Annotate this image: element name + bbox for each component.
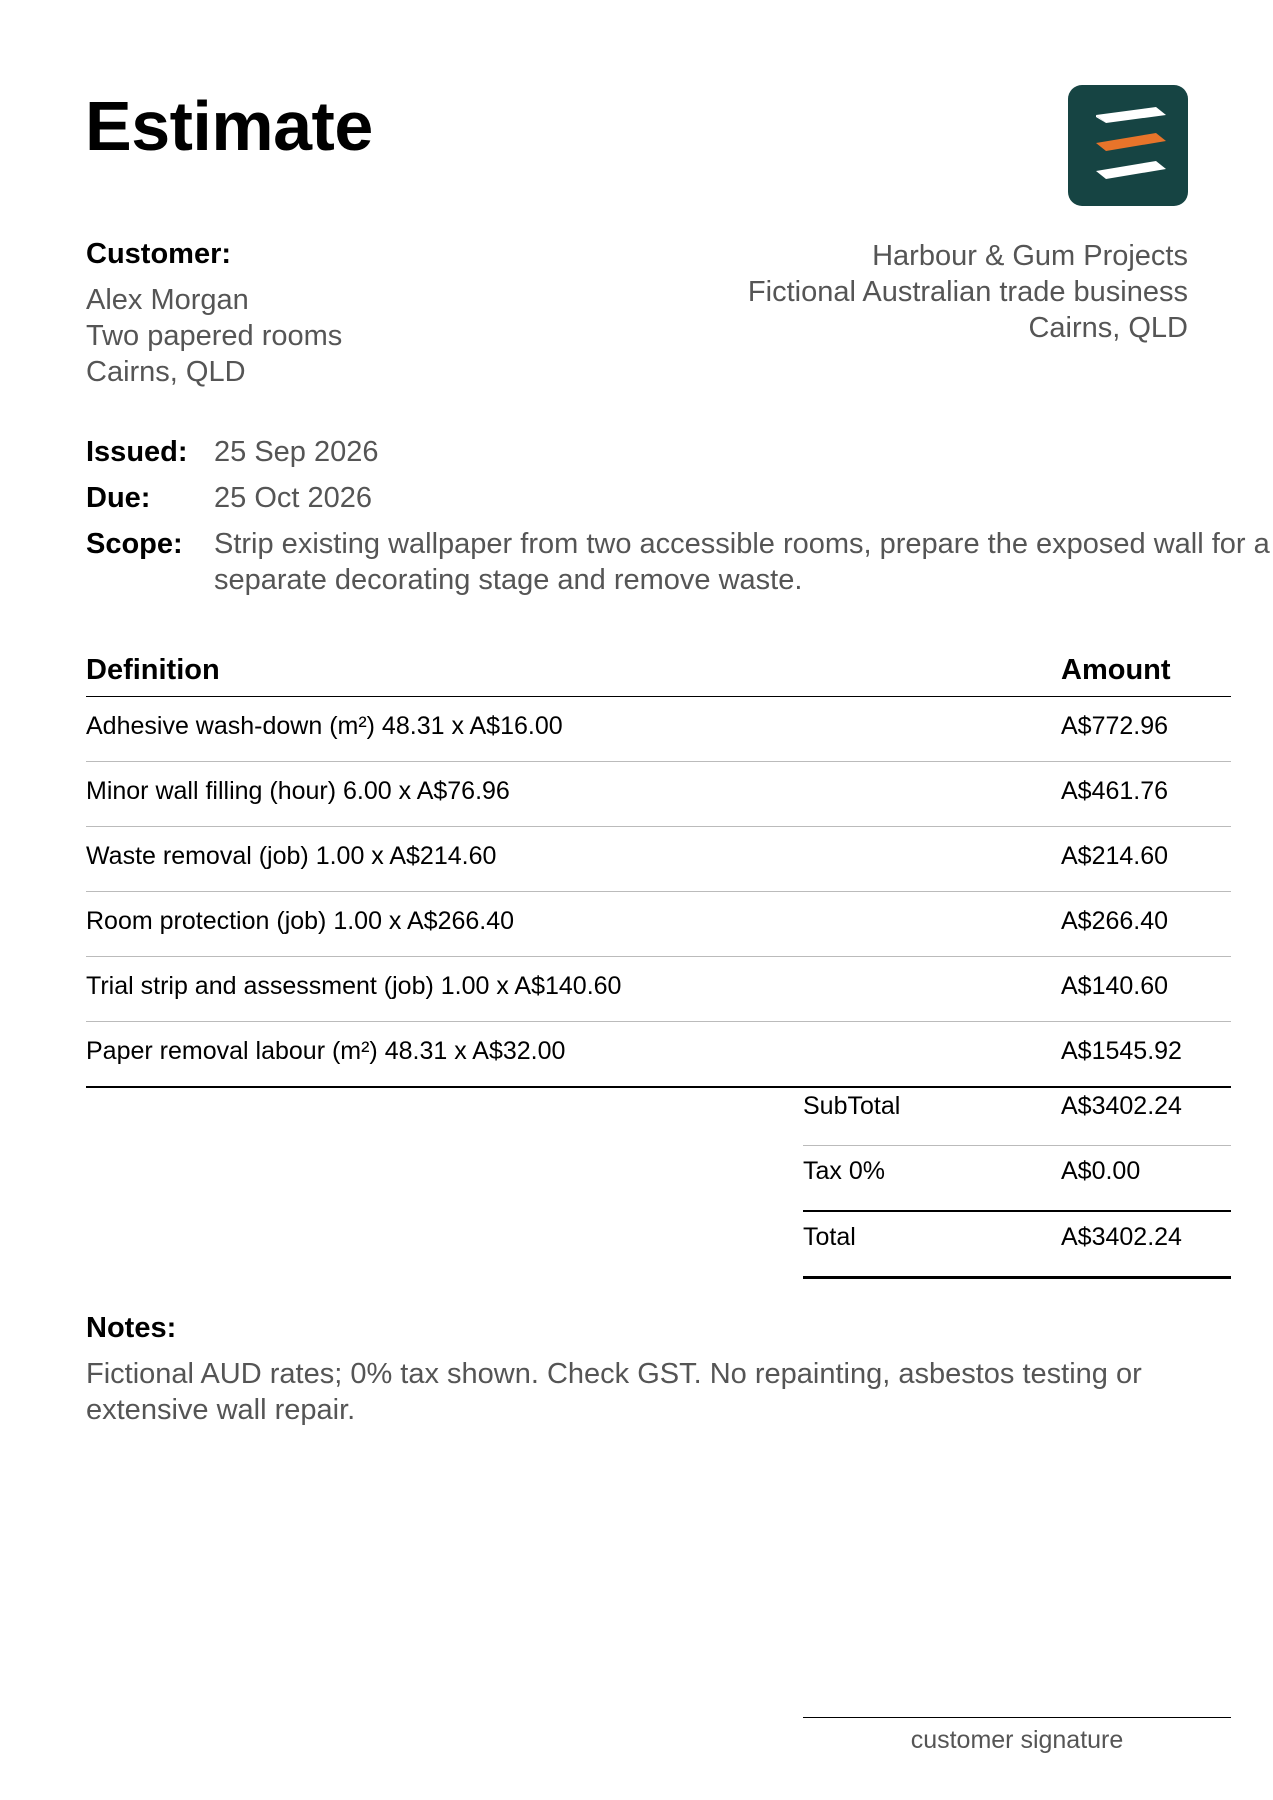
customer-details [86, 282, 342, 390]
row-definition: Waste removal (job) 1.00 x A$214.60 [86, 842, 497, 870]
row-amount: A$772.96 [1061, 712, 1169, 740]
table-row [86, 957, 1231, 1022]
stacked-layers-logo-icon [1068, 85, 1188, 206]
company-description: Fictional Australian trade business [747, 276, 1188, 308]
table-row [86, 762, 1231, 827]
table-row [86, 827, 1231, 892]
company-logo [1068, 85, 1188, 206]
row-amount: A$1545.92 [1061, 1037, 1182, 1065]
subtotal-value: A$3402.24 [1061, 1092, 1182, 1120]
table-row [86, 1022, 1231, 1088]
notes-text: Fictional AUD rates; 0% tax shown. Check GST. No repainting, asbestos testing or extensive wall repair. [86, 1358, 1142, 1426]
table-row [86, 892, 1231, 957]
subtotal-label: SubTotal [803, 1092, 901, 1120]
signature-label: customer signature [910, 1726, 1124, 1754]
tax-label: Tax 0% [803, 1157, 885, 1185]
row-amount: A$214.60 [1061, 842, 1169, 870]
totals-block [803, 1081, 1231, 1279]
row-amount: A$461.76 [1061, 777, 1169, 805]
tax-value: A$0.00 [1061, 1157, 1141, 1185]
table-header [86, 652, 1231, 697]
total-label: Total [803, 1223, 856, 1251]
due-date: 25 Oct 2026 [214, 482, 372, 514]
line-items-table [86, 652, 1231, 1088]
table-row [86, 697, 1231, 762]
scope-label: Scope: [86, 528, 183, 560]
notes-label: Notes: [86, 1312, 177, 1344]
customer-location: Cairns, QLD [86, 356, 246, 388]
row-definition: Trial strip and assessment (job) 1.00 x A$140.60 [86, 972, 622, 1000]
customer-label: Customer: [86, 238, 232, 270]
row-definition: Adhesive wash-down (m²) 48.31 x A$16.00 [86, 712, 563, 740]
row-definition: Minor wall filling (hour) 6.00 x A$76.96 [86, 777, 510, 805]
due-label: Due: [86, 482, 151, 514]
signature-line [803, 1717, 1231, 1718]
total-row [803, 1212, 1231, 1279]
row-amount: A$140.60 [1061, 972, 1169, 1000]
row-definition: Paper removal labour (m²) 48.31 x A$32.00 [86, 1037, 566, 1065]
definition-header: Definition [86, 654, 220, 686]
row-definition: Room protection (job) 1.00 x A$266.40 [86, 907, 515, 935]
company-details [748, 238, 1188, 346]
total-value: A$3402.24 [1061, 1223, 1182, 1251]
document-title: Estimate [85, 87, 373, 165]
customer-project: Two papered rooms [86, 320, 343, 352]
subtotal-row [803, 1081, 1231, 1146]
scope-text: Strip existing wallpaper from two accessible rooms, prepare the exposed wall for a separate decorating stage and remove waste. [214, 528, 1270, 596]
company-location: Cairns, QLD [1028, 312, 1188, 344]
company-name: Harbour & Gum Projects [872, 240, 1188, 272]
row-amount: A$266.40 [1061, 907, 1169, 935]
issued-label: Issued: [86, 436, 188, 468]
amount-header: Amount [1061, 654, 1171, 686]
tax-row [803, 1146, 1231, 1212]
issued-date: 25 Sep 2026 [214, 436, 379, 468]
customer-name: Alex Morgan [86, 284, 249, 316]
